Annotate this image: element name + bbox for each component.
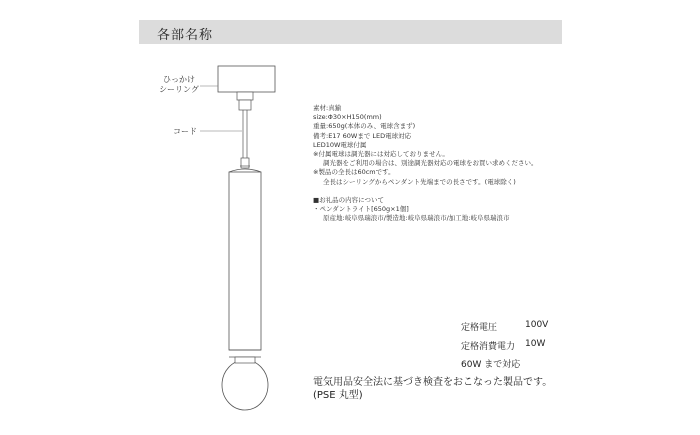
- spec-length-note: ※製品の全長は60cmです。: [313, 168, 395, 177]
- tube-body: [229, 172, 261, 350]
- ceiling-canopy: [218, 66, 275, 92]
- bulb-base: [235, 357, 255, 363]
- spec-length-detail: 全長はシーリングからペンダント先端までの長さです。(電球除く): [323, 177, 516, 186]
- spec-note: 備考:E17 60Wまで LED電球対応: [313, 131, 412, 140]
- ceiling-label-line1: ひっかけ: [163, 75, 195, 84]
- pse-line1: 電気用品安全法に基づき検査をおこなった製品です。: [313, 377, 553, 388]
- power-value: 10W: [525, 339, 546, 349]
- contents-section: [313, 196, 509, 224]
- spec-bulb: LED10W電球付属: [313, 140, 367, 149]
- section-title: 各部名称: [157, 28, 214, 43]
- contents-origin: 原産地:岐阜県瑞浪市/製造地:岐阜県瑞浪市/加工地:岐阜県瑞浪市: [323, 214, 510, 223]
- spec-dimmer-note: ※付属電球は調光器には対応しておりません。: [313, 149, 449, 158]
- spec-dimmer-detail: 調光器をご利用の場合は、別途調光器対応の電球をお買い求めください。: [323, 159, 538, 168]
- pse-notice: [313, 376, 552, 402]
- voltage-label: 定格電圧: [461, 323, 498, 333]
- contents-title: ■お礼品の内容について: [313, 196, 385, 204]
- ceiling-label-line2: シーリング: [159, 85, 199, 94]
- spec-size: size:Φ30×H150(mm): [313, 113, 382, 122]
- bulb: [222, 360, 268, 410]
- pse-line2: (PSE 丸型): [313, 390, 363, 401]
- cord-label: コード: [173, 127, 197, 136]
- spec-weight: 重量:650g(本体のみ、電球含まず): [313, 122, 416, 131]
- tube-top: [229, 169, 261, 172]
- spec-material: 素材:真鍮: [313, 104, 342, 112]
- contents-item: ・ペンダントライト[650g×1個]: [313, 205, 409, 214]
- max-watt-note: 60W まで対応: [461, 360, 521, 370]
- spec-list: [313, 104, 538, 187]
- cord-holder: [241, 158, 249, 168]
- canopy-collar: [239, 100, 251, 110]
- canopy-neck: [237, 92, 253, 100]
- power-label: 定格消費電力: [461, 342, 516, 352]
- voltage-value: 100V: [525, 320, 549, 330]
